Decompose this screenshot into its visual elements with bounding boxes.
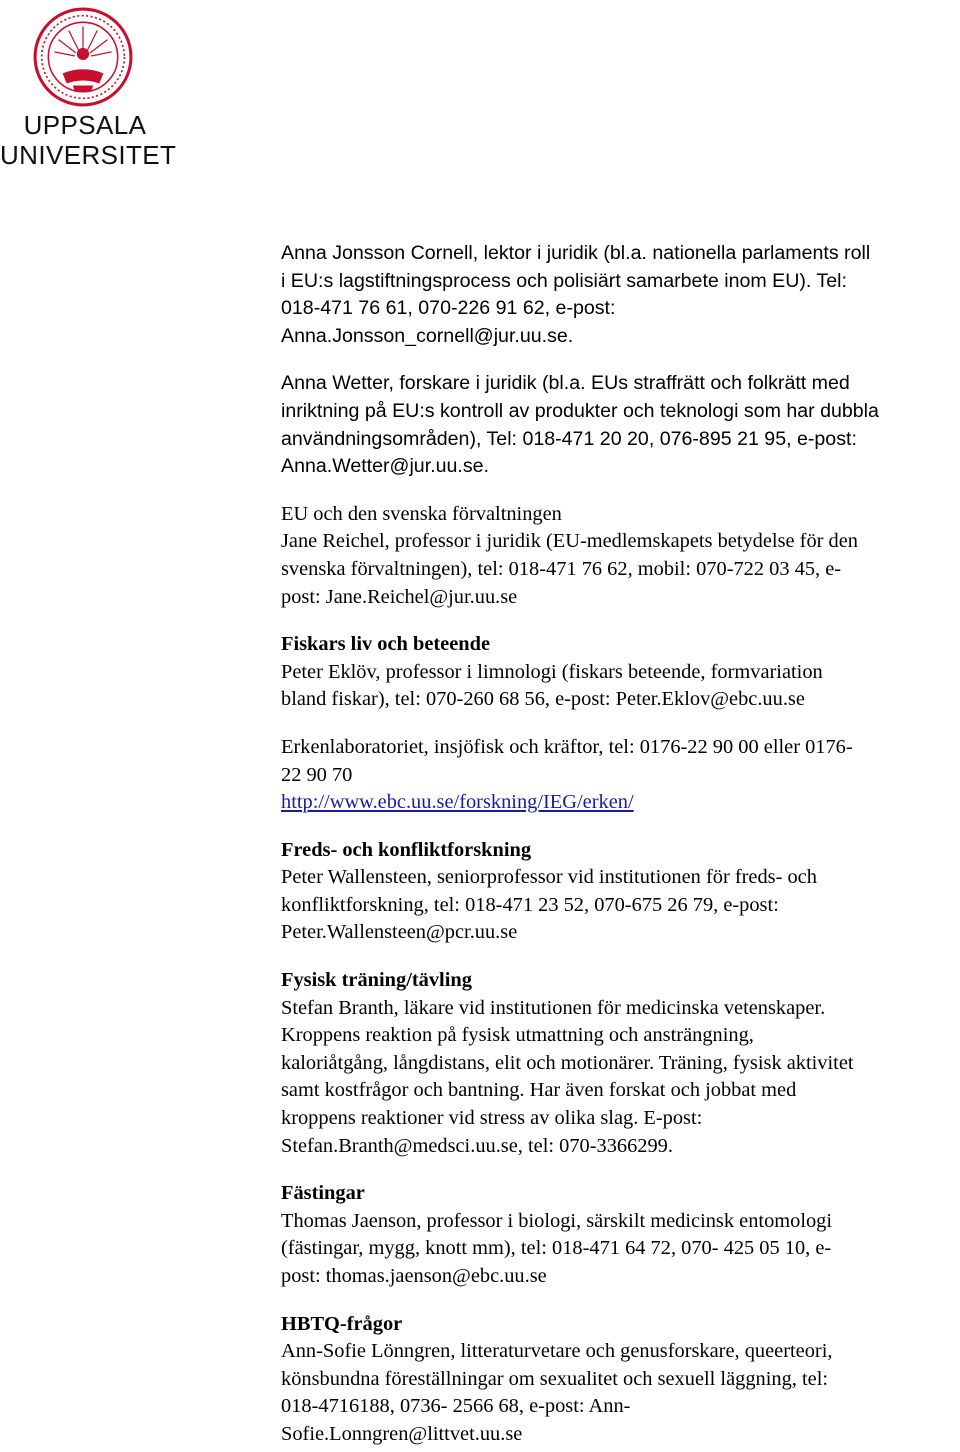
entry-eklov [281,631,956,714]
entry-line: Ann-Sofie Lönngren, litteraturvetare och genusforskare, queerteori, [281,1340,833,1363]
entry-line: Peter Wallensteen, seniorprofessor vid institutionen för freds- och [281,866,817,889]
entry-line: Thomas Jaenson, professor i biologi, särskilt medicinsk entomologi [281,1209,833,1232]
entry-line: kaloriåtgång, långdistans, elit och motionärer. Träning, fysisk aktivitet [281,1051,854,1074]
entry-line: Stefan.Branth@medsci.uu.se, tel: 070-3366299. [281,1134,673,1157]
section-heading: Fiskars liv och beteende [281,633,490,656]
entry-line: Anna Wetter, forskare i juridik (bl.a. EUs straffrätt och folkrätt med [281,372,850,395]
entry-line: könsbundna föreställningar om sexualitet och sexuell läggning, tel: [281,1367,829,1390]
entry-line: Anna.Wetter@jur.uu.se. [281,455,489,478]
section-heading: Freds- och konfliktforskning [281,838,532,861]
entry-line: bland fiskar), tel: 070-260 68 56, e-post: Peter.Eklov@ebc.uu.se [281,688,805,711]
entry-line: Anna.Jonsson_cornell@jur.uu.se. [281,324,574,347]
entry-line: (fästingar, mygg, knott mm), tel: 018-471 64 72, 070- 425 05 10, e- [281,1237,832,1260]
entry-line: Erkenlaboratoriet, insjöfisk och kräftor, tel: 0176-22 90 00 eller 0176- [281,735,853,758]
entry-jonsson-cornell [281,240,956,350]
entry-wetter [281,370,956,480]
section-heading: Fysisk träning/tävling [281,969,472,992]
entry-line: 22 90 70 [281,763,353,786]
university-seal-icon [32,6,134,108]
entry-line: Stefan Branth, läkare vid institutionen för medicinska vetenskaper. [281,996,826,1019]
entry-line: i EU:s lagstiftningsprocess och polisiärt samarbete inom EU). Tel: [281,269,847,292]
entry-line: post: Jane.Reichel@jur.uu.se [281,585,518,608]
entry-lonngren [281,1311,956,1449]
entry-line: Peter Eklöv, professor i limnologi (fiskars beteende, formvariation [281,660,823,683]
logo-text-universitet: UNIVERSITET [0,140,177,170]
contact-list [281,240,956,1449]
entry-line: konfliktforskning, tel: 018-471 23 52, 070-675 26 79, e-post: [281,893,779,916]
entry-line: användningsområden), Tel: 018-471 20 20, 076-895 21 95, e-post: [281,427,857,450]
entry-wallensteen [281,837,956,947]
uppsala-university-logo [0,0,177,170]
entry-line: svenska förvaltningen), tel: 018-471 76 62, mobil: 070-722 03 45, e- [281,557,842,580]
entry-line: Peter.Wallensteen@pcr.uu.se [281,921,518,944]
entry-line: Anna Jonsson Cornell, lektor i juridik (bl.a. nationella parlaments roll [281,242,871,264]
entry-branth [281,967,956,1160]
entry-line: Jane Reichel, professor i juridik (EU-medlemskapets betydelse för den [281,530,858,553]
entry-line: Kroppens reaktion på fysisk utmattning och ansträngning, [281,1024,754,1047]
entry-line: Sofie.Lonngren@littvet.uu.se [281,1422,523,1445]
entry-jaenson [281,1180,956,1290]
entry-line: kroppens reaktioner vid stress av olika slag. E-post: [281,1107,703,1130]
erken-website-link[interactable]: http://www.ebc.uu.se/forskning/IEG/erken/ [281,791,634,814]
entry-line: 018-471 76 61, 070-226 91 62, e-post: [281,297,616,320]
entry-reichel [281,501,956,611]
entry-line: post: thomas.jaenson@ebc.uu.se [281,1265,547,1287]
entry-erken [281,734,956,817]
section-heading: HBTQ-frågor [281,1312,403,1335]
entry-line: 018-4716188, 0736- 2566 68, e-post: Ann- [281,1395,631,1418]
logo-text-uppsala: UPPSALA [23,110,147,140]
section-heading: Fästingar [281,1182,365,1205]
section-heading: EU och den svenska förvaltningen [281,502,562,525]
entry-line: inriktning på EU:s kontroll av produkter och teknologi som har dubbla [281,399,879,422]
entry-line: samt kostfrågor och bantning. Har även forskat och jobbat med [281,1079,797,1102]
